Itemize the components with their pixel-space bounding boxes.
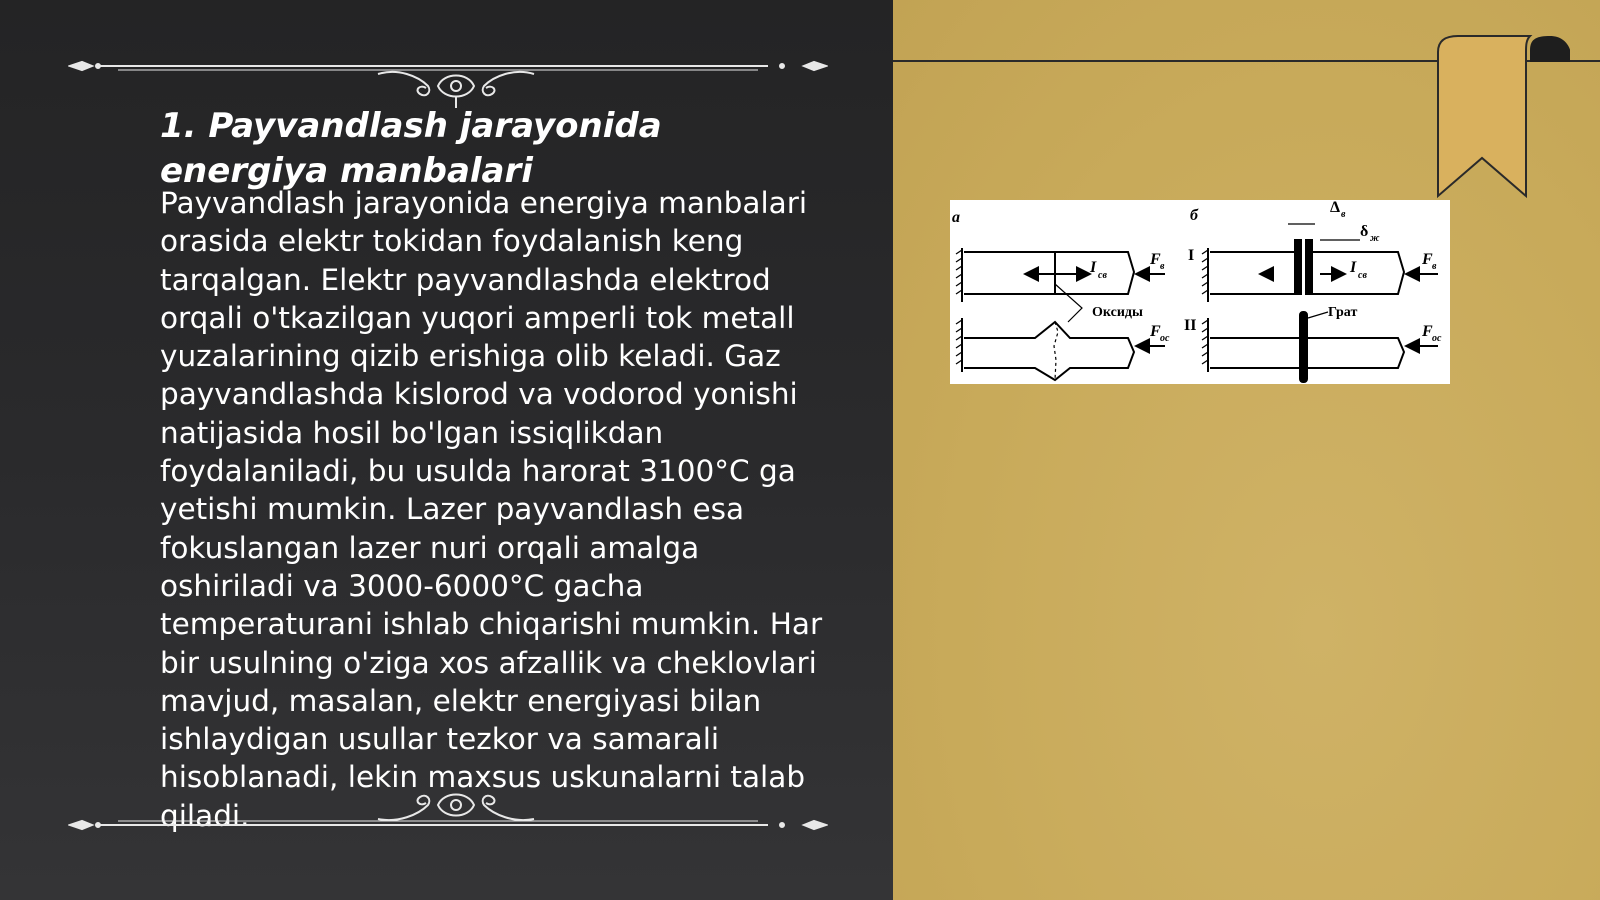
label-current-a-sub: св xyxy=(1098,270,1107,281)
label-allowance: Δ xyxy=(1330,200,1341,216)
label-thickness: δ xyxy=(1360,223,1369,240)
label-upset-force-b-sub: ос xyxy=(1432,333,1442,344)
label-current-a: I xyxy=(1090,259,1097,276)
label-force-b-sub: в xyxy=(1432,261,1437,272)
panel-a-label: a xyxy=(952,209,960,226)
bottom-ornament-divider xyxy=(68,775,828,835)
label-current-b: I xyxy=(1350,259,1357,276)
panel-b-label: б xyxy=(1190,207,1198,224)
label-force-b: F xyxy=(1422,251,1433,268)
label-force-a-sub: в xyxy=(1160,261,1165,272)
label-upset-force-a: F xyxy=(1150,323,1161,340)
label-burr: Грат xyxy=(1328,305,1358,320)
top-ornament-divider xyxy=(68,50,828,110)
label-force-a: F xyxy=(1150,251,1161,268)
slide-body-text: Payvandlash jarayonida energiya manbalari orasida elektr tokidan foydalanish keng tarqalgan. Elektr payvandlashda elektrod orqali o'tkazilgan yuqori amperli tok metall yuzalarining qizib erishiga olib keladi. Gaz payvandlashda kislorod va vodorod yonishi natijasida hosil bo'lgan issiqlikdan foydalaniladi, bu usulda harorat 3100°C ga yetishi mumkin. Lazer payvandlash esa fokuslangan lazer nuri orqali amalga oshiriladi va 3000-6000°C gacha temperaturani ishlab chiqarishi mumkin. Har bir usulning o'ziga xos afzallik va cheklovlari mavjud, masalan, elektr energiyasi bilan ishlaydigan usullar tezkor va samarali hisoblanadi, lekin maxsus uskunalarni talab qiladi. xyxy=(160,186,823,833)
label-thickness-sub: ж xyxy=(1370,233,1380,244)
label-upset-force-a-sub: ос xyxy=(1160,333,1170,344)
welding-diagram-figure xyxy=(950,200,1450,384)
label-oxides: Оксиды xyxy=(1092,305,1143,320)
row-2-label: II xyxy=(1184,317,1197,334)
row-1-label: I xyxy=(1188,247,1195,264)
label-current-b-sub: св xyxy=(1358,270,1367,281)
label-allowance-sub: в xyxy=(1341,209,1346,220)
bookmark-ribbon-icon xyxy=(1430,30,1570,200)
slide-title: 1. Payvandlash jarayonida energiya manbalari xyxy=(160,106,662,191)
label-upset-force-b: F xyxy=(1422,323,1433,340)
